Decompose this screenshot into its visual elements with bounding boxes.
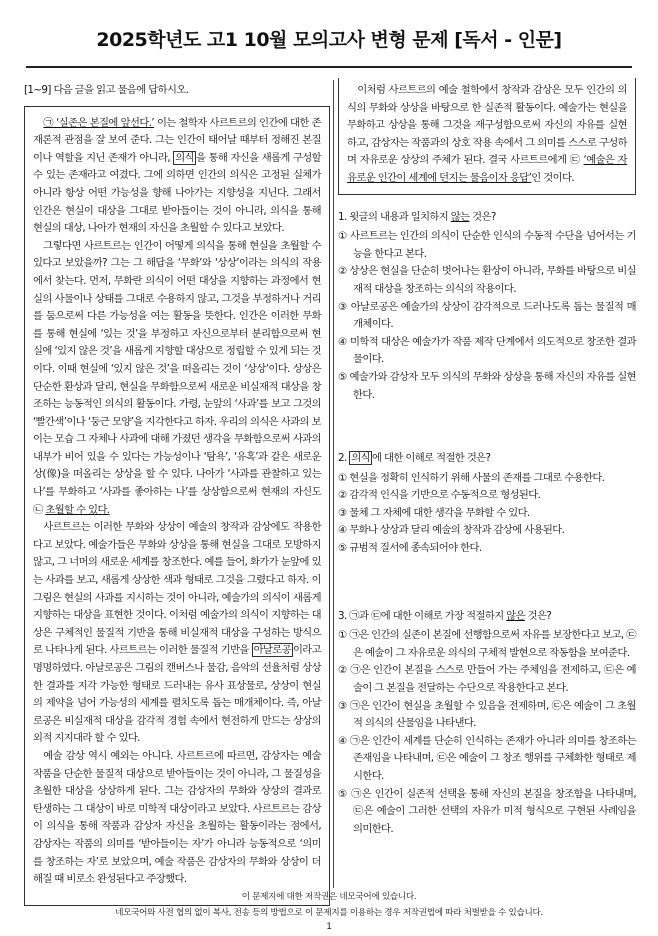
option[interactable]: ② 상상은 현실을 단순히 벗어나는 환상이 아니라, 무화를 바탕으로 비실재적 대상을 창조하는 의식의 작용이다. bbox=[338, 265, 636, 295]
copyright-notice: 이 문제지에 대한 저작권은 네모국어에 있습니다. bbox=[241, 892, 417, 902]
passage-paragraph-3: 사르트르는 이러한 무화와 상상이 예술의 창작과 감상에도 작용한다고 보았다. 예술가들은 무화와 상상을 통해 현실을 그대로 모방하지 않고, 그 너머의 새로운 세계를 창조한다. 예를 들어, 화가가 눈앞에 있는 사과를 보고, 새롭게 상상한 색과 형태로 그것을 그렸다고 하자. 이 그림은 현실의 사과를 지시하는 것이 아니라, 예술가의 의식이 새롭게 지향하는 대상을 표현한 것이다. 이처럼 예술가의 의식이 지향하는 대상은 구체적인 물질적 기반을 통해 비실재적 대상을 구성하는 방식으로 나타나게 된다. 사르트르는 이러한 물질적 기반을 아날로공 이라고 명명하였다. 아날로공은 그림의 캔버스나 물감, 음악의 선율처럼 상상한 결과를 지각 가능한 형태로 드러내는 유사 표상물로, 상상이 현실의 제약을 넘어 가능성의 세계를 펼치도록 돕는 매개체이다. 즉, 아날로공은 비실재적 대상을 감각적 경험 속에서 현전하게 만드는 상상의 외적 지지대라 할 수 있다. bbox=[33, 521, 321, 745]
quote-a: ㉠ ‘실존은 본질에 앞선다.’ bbox=[43, 116, 155, 129]
page-number: 1 bbox=[326, 922, 332, 932]
option[interactable]: ④ 무화나 상상과 달리 예술의 창작과 감상에 사용된다. bbox=[338, 524, 565, 537]
option[interactable]: ① ㉠은 인간의 실존이 본질에 선행함으로써 자유를 보장한다고 보고, ㉢은 예술이 그 자유로운 의식의 구체적 발현으로 작동함을 보여준다. bbox=[338, 629, 636, 659]
passage-box-continued bbox=[338, 78, 636, 195]
option[interactable]: ③ 물체 그 자체에 대한 생각을 무화할 수 있다. bbox=[338, 506, 530, 519]
header-rule bbox=[26, 66, 632, 68]
left-column bbox=[24, 82, 330, 906]
option[interactable]: ① 현실을 정확히 인식하기 위해 사물의 존재를 그대로 수용한다. bbox=[338, 471, 605, 484]
column-divider bbox=[333, 80, 334, 888]
question-title: 3. ㉠과 ㉢에 대한 이해로 가장 적절하지 않은 것은? bbox=[338, 609, 552, 622]
page-title: 2025학년도 고1 10월 모의고사 변형 문제 [독서 - 인문] bbox=[96, 29, 562, 51]
option[interactable]: ③ 아날로공은 예술가의 상상이 감각적으로 드러나도록 돕는 물질적 매개체이다. bbox=[338, 300, 636, 331]
option[interactable]: ⑤ ㉠은 인간이 실존적 선택을 통해 자신의 본질을 창조함을 나타내며, ㉢은 예술이 그러한 선택의 자유가 미적 형식으로 구현된 사례임을 의미한다. bbox=[338, 787, 636, 835]
option[interactable]: ⑤ 규범적 질서에 종속되어야 한다. bbox=[338, 542, 482, 555]
underlined-transcend: 초월할 수 있다. bbox=[45, 503, 110, 516]
option[interactable]: ③ ㉠은 인간이 현실을 초월할 수 있음을 전제하며, ㉢은 예술이 그 초월적 의식의 산물임을 나타낸다. bbox=[338, 699, 636, 730]
passage-paragraph-4: 예술 감상 역시 예외는 아니다. 사르트르에 따르면, 감상자는 예술 작품을 단순한 물질적 대상으로 받아들이는 것이 아니라, 그 물질성을 초월한 대상을 상상하게 된다. 그는 감상자의 무화와 상상의 결과로 탄생하는 그 대상이 바로 미학적 대상이라고 보았다. 사르트르는 감상이 의식을 통해 작품과 감상자 자신을 초월하는 활동이라는 점에서, 감상자는 작품의 의미를 ‘받아들이는 자’가 아니라 능동적으로 ‘의미를 창조하는 자’로 보았으며, 예술 작품은 감상자의 무화와 상상이 더해질 때 비로소 완성된다고 주장했다. bbox=[33, 749, 321, 886]
passage-paragraph-1: ㉠ ‘실존은 본질에 앞선다.’ 이는 철학자 사르트르의 인간에 대한 존재론적 관점을 잘 보여 준다. 그는 인간이 태어날 때부터 정해진 본질이나 역할을 지닌 존재가 아니라, 의식 을 통해 자신을 새롭게 구성할 수 있는 존재라고 여겼다. 그에 의하면 인간의 의식은 고정된 실체가 아니라 항상 어떤 가능성을 향해 나아가는 지향성을 지닌다. 그래서 인간은 현실이 대상을 그대로 받아들이는 것이 아니라, 의식을 통해 현실의 대상, 나아가 현재의 자신을 초월할 수 있다고 보았다. bbox=[33, 116, 321, 235]
option[interactable]: ② 감각적 인식을 기반으로 수동적으로 형성된다. bbox=[338, 489, 541, 502]
passage-paragraph-5: 이처럼 사르트르의 예술 철학에서 창작과 감상은 모두 인간의 의식의 무화와 상상을 바탕으로 한 실존적 활동이다. 예술가는 현실을 무화하고 상상을 통해 그것을 재구성함으로써 자신의 자유를 실현하고, 감상자는 작품과의 상호 작용 속에서 그 의미를 스스로 구성하며 자유로운 상상의 주체가 된다. 결국 사르트르에게 ㉢ ‘예술은 자유로운 인간이 세계에 던지는 물음이자 응답’인 것이다. bbox=[347, 84, 628, 184]
question-3 bbox=[338, 608, 636, 839]
passage-paragraph-2: 그렇다면 사르트르는 인간이 어떻게 의식을 통해 현실을 초월할 수 있다고 보았을까? 그는 그 해답을 ‘무화’와 ‘상상’이라는 의식의 작용에서 찾는다. 먼저, 무화란 의식이 어떤 대상을 지향하는 과정에서 현실의 사물이나 상태를 그대로 수용하지 않고, 그것을 부정하거나 거리를 둠으로써 다른 가능성을 여는 활동을 뜻한다. 인간은 이러한 무화를 통해 현실에 ‘있는 것’을 부정하고 자신으로부터 분리함으로써 현실에 ‘있지 않은 것’을 새롭게 지향할 대상으로 정립할 수 있게 되는 것이다. 이때 현실에 ‘있지 않은 것’을 떠올리는 것이 ‘상상’이다. 상상은 단순한 환상과 달리, 현실을 무화함으로써 새로운 비실재적 대상을 창조하는 능동적인 의식의 활동이다. 가령, 눈앞의 ‘사과’를 보고 그것의 ‘빨간색’이나 ‘둥근 모양’을 지각한다고 하자. 우리의 의식은 사과의 보이는 모습 그 자체나 사과에 대해 가졌던 생각을 무화함으로써 사과의 내부가 비어 있을 수 있다는 가능성이나 ‘탐욕’, ‘유혹’과 같은 새로운 상(像)을 떠올리는 상상을 할 수 있다. 나아가 ‘사과를 관찰하고 있는 나’를 무화하고 ‘사과를 좋아하는 나’를 상상함으로써 현재의 자신도 ㉡ 초월할 수 있다. bbox=[33, 239, 321, 516]
boxed-term-analogon: 아날로공 bbox=[253, 644, 291, 657]
question-1 bbox=[338, 209, 636, 405]
passage-box bbox=[24, 106, 330, 906]
option[interactable]: ⑤ 예술가와 감상자 모두 의식의 무화와 상상을 통해 자신의 자유를 실현한다. bbox=[338, 370, 636, 401]
copyright-warning: 네모국어와 사전 협의 없이 복사, 전송 등의 방법으로 이 문제지를 이용하는 경우 저작권법에 따라 처벌받을 수 있습니다. bbox=[115, 908, 543, 918]
option[interactable]: ④ 미학적 대상은 예술가가 작품 제작 단계에서 의도적으로 창조한 결과물이다. bbox=[338, 335, 636, 366]
boxed-term-consciousness: 의식 bbox=[175, 151, 194, 164]
option[interactable]: ④ ㉠은 인간이 세계를 단순히 인식하는 존재가 아니라 의미를 창조하는 존재임을 나타내며, ㉢은 예술이 그 창조 행위를 구체화한 형태로 제시한다. bbox=[338, 734, 636, 782]
quote-c: ‘예술은 자유로운 인간이 세계에 던지는 물음이자 응답’ bbox=[347, 154, 628, 184]
question-2 bbox=[338, 450, 636, 558]
option[interactable]: ② ㉠은 인간이 본질을 스스로 만들어 가는 주체임을 전제하고, ㉢은 예술이 그 본질을 전달하는 수단으로 작용한다고 본다. bbox=[338, 664, 636, 695]
question-title: 2. 의식 에 대한 이해로 적절한 것은? bbox=[338, 452, 491, 465]
option[interactable]: ① 사르트르는 인간의 의식이 단순한 인식의 수동적 수단을 넘어서는 기능을 한다고 본다. bbox=[338, 230, 636, 260]
question-title: 1. 윗글의 내용과 일치하지 않는 것은? bbox=[338, 210, 496, 223]
right-column bbox=[338, 82, 636, 838]
instruction: [1~9] 다음 글을 읽고 물음에 답하시오. bbox=[24, 84, 189, 96]
